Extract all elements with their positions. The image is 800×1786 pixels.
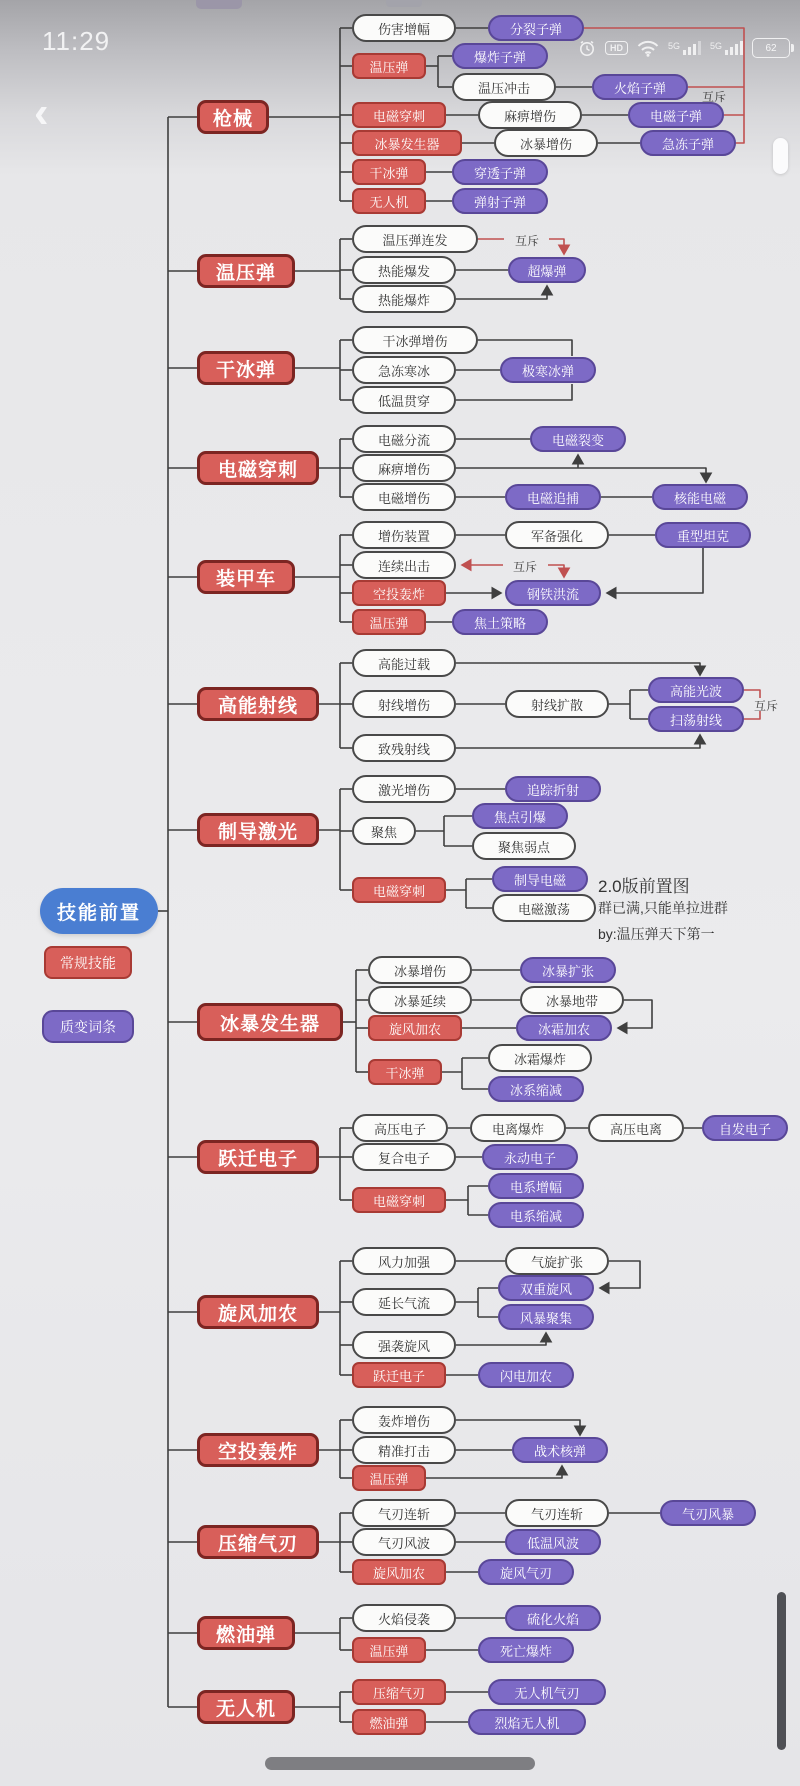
home-indicator[interactable]: [265, 1757, 535, 1770]
node-bbkz[interactable]: 冰暴扩张: [520, 957, 616, 983]
node-jgzs[interactable]: 激光增伤: [352, 775, 456, 803]
node-dmcc3[interactable]: 电磁穿刺: [352, 1187, 446, 1213]
node-rnbf[interactable]: 热能爆发: [352, 256, 456, 284]
note-title: 2.0版前置图: [598, 877, 690, 896]
node-wyd3[interactable]: 温压弹: [352, 1465, 426, 1491]
node-fbjj[interactable]: 风暴聚集: [498, 1304, 594, 1330]
node-jtcl[interactable]: 焦土策略: [452, 609, 548, 635]
node-xfjn1[interactable]: 旋风加农: [368, 1015, 462, 1041]
mutex-label-3: 互斥: [512, 560, 537, 574]
node-gbdzs[interactable]: 干冰弹增伤: [352, 326, 478, 354]
node-zddc[interactable]: 制导电磁: [492, 866, 588, 892]
node-gydl[interactable]: 高压电离: [588, 1114, 684, 1142]
node-ysqr[interactable]: 压缩气刃: [197, 1525, 319, 1559]
alarm-icon: [578, 39, 596, 57]
mutex-label-1: 互斥: [701, 90, 726, 104]
node-gngz[interactable]: 高能过载: [352, 649, 456, 677]
node-wyd4[interactable]: 温压弹: [352, 1637, 426, 1663]
wifi-icon: [637, 40, 659, 57]
node-zfdz[interactable]: 自发电子: [702, 1115, 788, 1141]
node-jj[interactable]: 聚焦: [352, 817, 416, 845]
node-kthz[interactable]: 空投轰炸: [197, 1433, 319, 1467]
node-qxxf[interactable]: 强袭旋风: [352, 1331, 456, 1359]
node-swbz[interactable]: 死亡爆炸: [478, 1637, 574, 1663]
node-mbzs1[interactable]: 麻痹增伤: [478, 101, 582, 129]
node-zbct[interactable]: 质变词条: [42, 1010, 134, 1043]
node-gydz2[interactable]: 高压电子: [352, 1114, 448, 1142]
node-ctzd[interactable]: 穿透子弹: [452, 159, 548, 185]
node-bbfsq[interactable]: 冰暴发生器: [197, 1003, 343, 1041]
node-cbd[interactable]: 超爆弹: [508, 257, 586, 283]
node-qrlz1[interactable]: 气刃连斩: [352, 1499, 456, 1527]
node-cgjn[interactable]: 常规技能: [44, 946, 132, 979]
scrollbar[interactable]: [777, 1592, 786, 1750]
node-sxzs[interactable]: 射线增伤: [352, 690, 456, 718]
node-dmzd[interactable]: 电磁子弹: [628, 102, 724, 128]
node-qrfb2[interactable]: 气刃风暴: [660, 1500, 756, 1526]
node-qrfb[interactable]: 气刃风波: [352, 1528, 456, 1556]
node-zshd[interactable]: 战术核弹: [512, 1437, 608, 1463]
node-jbqh[interactable]: 军备强化: [505, 521, 609, 549]
node-hyzd[interactable]: 火焰子弹: [592, 74, 688, 100]
node-jdzd[interactable]: 急冻子弹: [640, 130, 736, 156]
node-wrjqr[interactable]: 无人机气刃: [488, 1679, 606, 1705]
node-zjc[interactable]: 装甲车: [197, 560, 295, 594]
node-yddz[interactable]: 永动电子: [482, 1144, 578, 1170]
node-wycj[interactable]: 温压冲击: [452, 73, 556, 101]
node-mbzs2[interactable]: 麻痹增伤: [352, 454, 456, 482]
node-bbzs1[interactable]: 冰暴增伤: [494, 129, 598, 157]
node-gbd2[interactable]: 干冰弹: [368, 1059, 442, 1085]
node-jhbd[interactable]: 极寒冰弹: [500, 357, 596, 383]
sidebar-handle[interactable]: [773, 138, 788, 174]
node-bxsj[interactable]: 冰系缩减: [488, 1076, 584, 1102]
node-bsbz[interactable]: 冰霜爆炸: [488, 1044, 592, 1072]
node-jdyb[interactable]: 焦点引爆: [472, 803, 568, 829]
node-dlbz[interactable]: 电离爆炸: [470, 1114, 566, 1142]
node-zszz[interactable]: 增伤装置: [352, 521, 456, 549]
node-ysqr1[interactable]: 压缩气刃: [352, 1679, 446, 1705]
node-flzd[interactable]: 分裂子弹: [488, 15, 584, 41]
node-jnqz[interactable]: 技能前置: [40, 888, 158, 934]
node-hyqx[interactable]: 火焰侵袭: [352, 1604, 456, 1632]
node-dmcc1[interactable]: 电磁穿刺: [352, 102, 446, 128]
node-lywrj[interactable]: 烈焰无人机: [468, 1709, 586, 1735]
node-wrj1[interactable]: 无人机: [352, 188, 426, 214]
node-dmfl[interactable]: 电磁分流: [352, 425, 456, 453]
node-zxtk[interactable]: 重型坦克: [655, 522, 751, 548]
node-dxzf[interactable]: 电系增幅: [488, 1173, 584, 1199]
node-yqdz[interactable]: 跃迁电子: [197, 1140, 319, 1174]
clock-time: 11:29: [42, 26, 111, 56]
node-gbd[interactable]: 干冰弹: [197, 351, 295, 385]
status-icons: [578, 38, 790, 58]
node-zzzs[interactable]: 追踪折射: [505, 776, 601, 802]
hd-icon: HD: [605, 41, 628, 55]
node-dwfb[interactable]: 低温风波: [505, 1529, 601, 1555]
node-ryd[interactable]: 燃油弹: [197, 1616, 295, 1650]
node-jzdj[interactable]: 精准打击: [352, 1436, 456, 1464]
node-ycql[interactable]: 延长气流: [352, 1288, 456, 1316]
node-bbdd[interactable]: 冰暴地带: [520, 986, 624, 1014]
node-jdhb[interactable]: 急冻寒冰: [352, 356, 456, 384]
node-gthl[interactable]: 钢铁洪流: [505, 580, 601, 606]
node-xfjn[interactable]: 旋风加农: [197, 1295, 319, 1329]
node-fljq[interactable]: 风力加强: [352, 1247, 456, 1275]
node-bsjn[interactable]: 冰霜加农: [516, 1015, 612, 1041]
node-jjrd[interactable]: 聚焦弱点: [472, 832, 576, 860]
node-gngb[interactable]: 高能光波: [648, 677, 744, 703]
note-subtitle: 群已满,只能单拉进群: [598, 900, 728, 916]
node-wydlf[interactable]: 温压弹连发: [352, 225, 478, 253]
node-sdjn[interactable]: 闪电加农: [478, 1362, 574, 1388]
node-hzzs[interactable]: 轰炸增伤: [352, 1406, 456, 1434]
signal-5g-icon: 5G: [710, 41, 743, 55]
node-dmcc[interactable]: 电磁穿刺: [197, 451, 319, 485]
battery-icon: 62: [752, 38, 790, 58]
node-sdsx[interactable]: 扫荡射线: [648, 706, 744, 732]
node-zdjg[interactable]: 制导激光: [197, 813, 319, 847]
node-fhdz[interactable]: 复合电子: [352, 1143, 456, 1171]
node-tszd[interactable]: 弹射子弹: [452, 188, 548, 214]
node-ryd1[interactable]: 燃油弹: [352, 1709, 426, 1735]
signal-5g-icon: 5G: [668, 41, 701, 55]
node-qx[interactable]: 枪械: [197, 100, 269, 134]
node-dwgc[interactable]: 低温贯穿: [352, 386, 456, 414]
status-bar: [0, 0, 800, 72]
node-wyd2[interactable]: 温压弹: [352, 609, 426, 635]
node-wyd1[interactable]: 温压弹: [352, 53, 426, 79]
node-qxkz[interactable]: 气旋扩张: [505, 1247, 609, 1275]
node-yqdz1[interactable]: 跃迁电子: [352, 1362, 446, 1388]
node-szxf[interactable]: 双重旋风: [498, 1275, 594, 1301]
node-sxks[interactable]: 射线扩散: [505, 690, 609, 718]
node-qrlz2[interactable]: 气刃连斩: [505, 1499, 609, 1527]
node-czsx[interactable]: 致残射线: [352, 734, 456, 762]
node-dmlb[interactable]: 电磁裂变: [530, 426, 626, 452]
node-dxsj[interactable]: 电系缩减: [488, 1202, 584, 1228]
node-dmcc2[interactable]: 电磁穿刺: [352, 877, 446, 903]
node-rnbz[interactable]: 热能爆炸: [352, 285, 456, 313]
node-bbfsq1[interactable]: 冰暴发生器: [352, 130, 462, 156]
node-bzzd[interactable]: 爆炸子弹: [452, 43, 548, 69]
node-xfjn2[interactable]: 旋风加农: [352, 1559, 446, 1585]
mutex-label-2: 互斥: [514, 234, 539, 248]
node-hndc[interactable]: 核能电磁: [652, 484, 748, 510]
node-bbyx[interactable]: 冰暴延续: [368, 986, 472, 1014]
node-gnsx[interactable]: 高能射线: [197, 687, 319, 721]
note-author: by:温压弹天下第一: [598, 926, 715, 942]
node-dmzb[interactable]: 电磁追捕: [505, 484, 601, 510]
back-chevron-icon[interactable]: ‹: [34, 88, 49, 137]
node-xfqr[interactable]: 旋风气刃: [478, 1559, 574, 1585]
node-shzf[interactable]: 伤害增幅: [352, 14, 456, 42]
node-ktzh1[interactable]: 空投轰炸: [352, 580, 446, 606]
node-bbzs2[interactable]: 冰暴增伤: [368, 956, 472, 984]
node-dmzs[interactable]: 电磁增伤: [352, 483, 456, 511]
node-wrj[interactable]: 无人机: [197, 1690, 295, 1724]
node-wyd[interactable]: 温压弹: [197, 254, 295, 288]
node-gbd1[interactable]: 干冰弹: [352, 159, 426, 185]
node-lxcj[interactable]: 连续出击: [352, 551, 456, 579]
node-dmjd[interactable]: 电磁激荡: [492, 894, 596, 922]
mutex-label-4: 互斥: [753, 699, 778, 713]
node-lhhy[interactable]: 硫化火焰: [505, 1605, 601, 1631]
